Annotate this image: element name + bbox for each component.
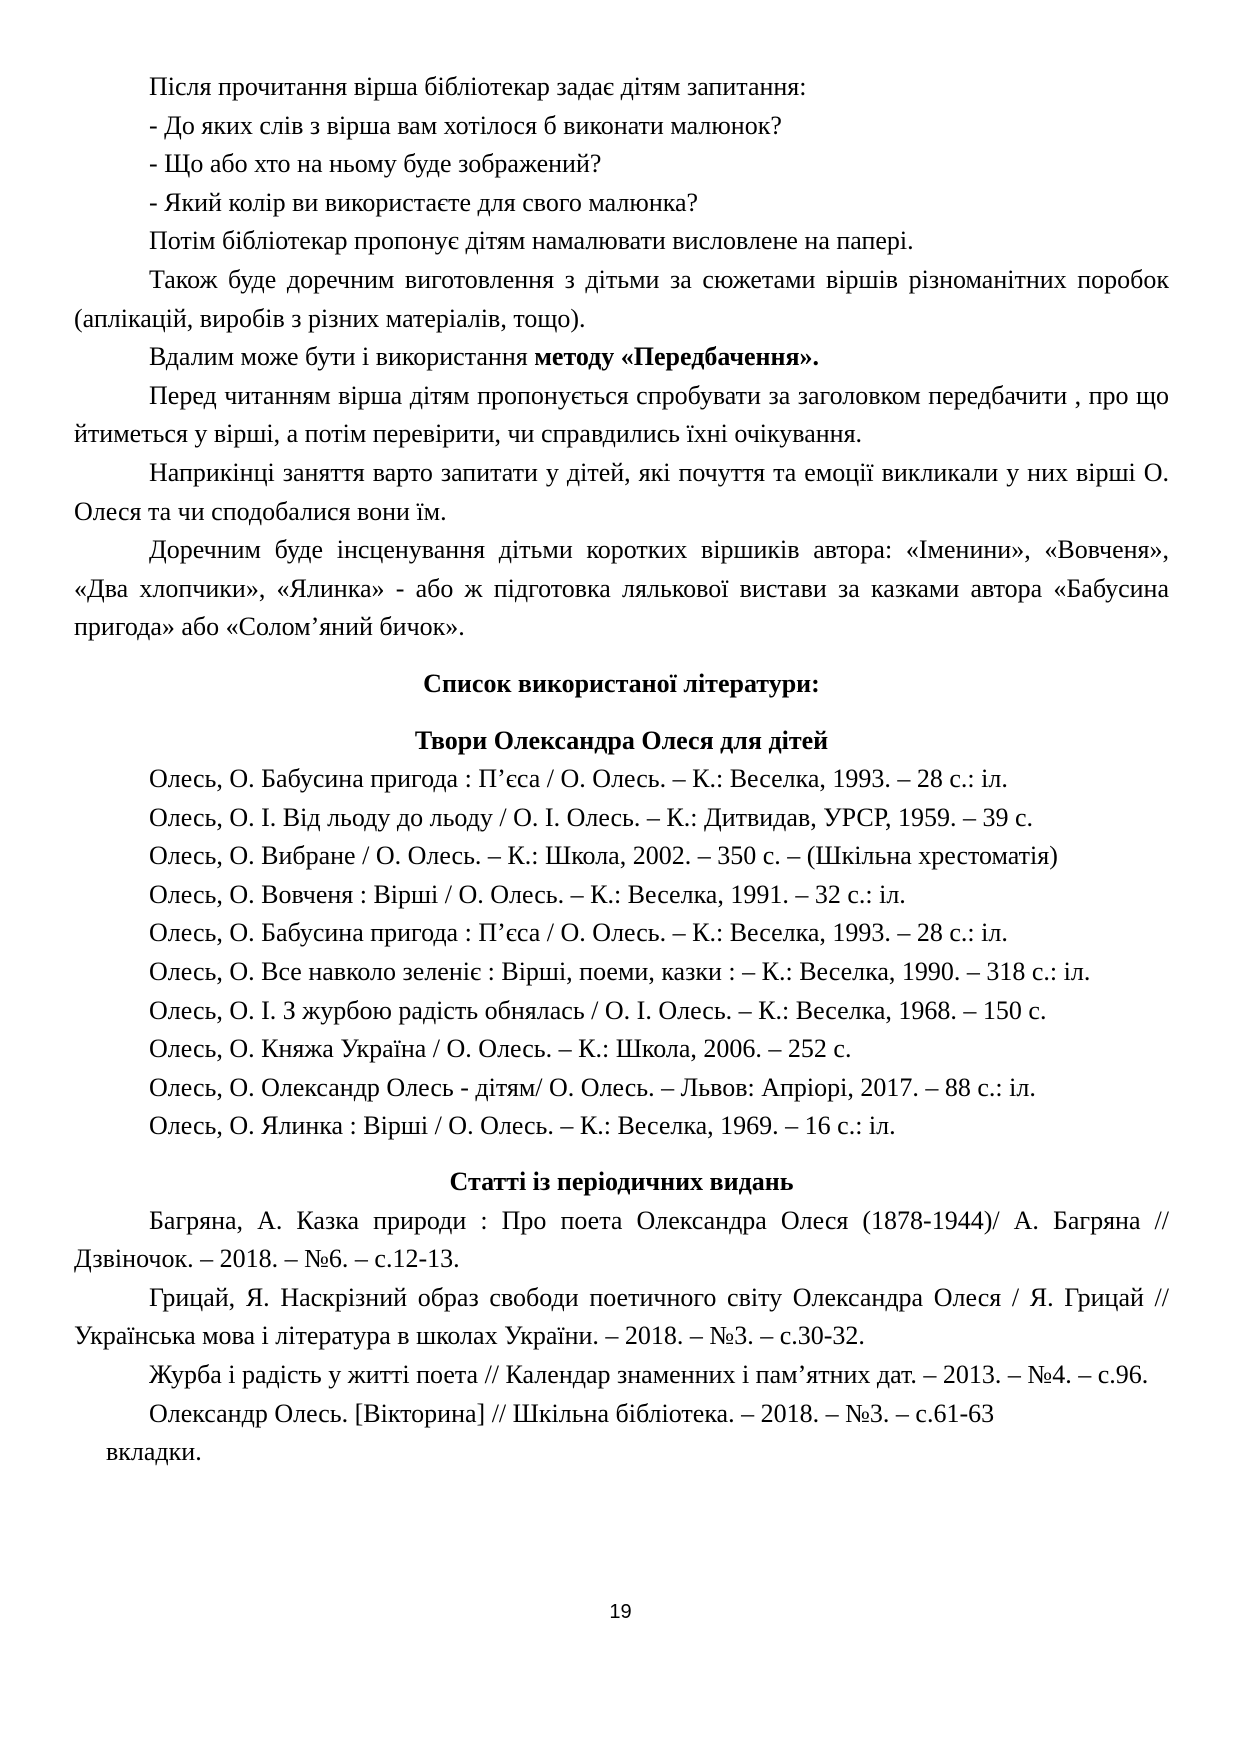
- reference-item: Олесь, О. Вовченя : Вірші / О. Олесь. – К.: Веселка, 1991. – 32 с.: іл.: [149, 879, 906, 909]
- reference-item: Олесь, О. Княжа Україна / О. Олесь. – К.: Школа, 2006. – 252 с.: [149, 1034, 852, 1064]
- article-item-tail: вкладки.: [106, 1437, 202, 1467]
- references-heading: Список використаної літератури:: [423, 668, 820, 698]
- page-content: [74, 68, 1169, 1472]
- works-heading: Твори Олександра Олеся для дітей: [414, 725, 829, 755]
- article-item: [74, 1395, 1169, 1472]
- article-item: Грицай, Я. Наскрізний образ свободи поетичного світу Олександра Олеся / Я. Грицай // Українська мова і література в школах України. – 2018. – №3. – с.30-32.: [74, 1282, 1169, 1351]
- reference-item: Олесь, О. Бабусина пригода : П’єса / О. Олесь. – К.: Веселка, 1993. – 28 с.: іл.: [149, 764, 1008, 794]
- body-paragraph: Після прочитання вірша бібліотекар задає дітям запитання:: [149, 72, 807, 101]
- reference-item: Олесь, О. Бабусина пригода : П’єса / О. Олесь. – К.: Веселка, 1993. – 28 с.: іл.: [149, 918, 1008, 948]
- article-item-main: Олександр Олесь. [Вікторина] // Шкільна бібліотека. – 2018. – №3. – с.61-63: [149, 1398, 995, 1428]
- body-paragraph: Перед читанням вірша дітям пропонується спробувати за заголовком передбачити , про що йтиметься у вірші, а потім перевірити, чи справдились їхні очікування.: [74, 380, 1169, 449]
- reference-item: Олесь, О. Все навколо зеленіє : Вірші, поеми, казки : – К.: Веселка, 1990. – 318 с.: іл.: [149, 957, 1091, 987]
- body-paragraph: [74, 338, 1169, 377]
- page-number: 19: [609, 1601, 632, 1623]
- reference-item: Олесь, О. І. З журбою радість обнялась / О. І. Олесь. – К.: Веселка, 1968. – 150 с.: [149, 995, 1047, 1025]
- question-item: - Який колір ви використаєте для свого малюнка?: [149, 187, 699, 217]
- body-paragraph: Наприкінці заняття варто запитати у дітей, які почуття та емоції викликали у них вірші О. Олеся та чи сподобалися вони їм.: [74, 457, 1169, 526]
- body-paragraph: Також буде доречним виготовлення з дітьми за сюжетами віршів різноманітних поробок (аплікацій, виробів з різних матеріалів, тощо).: [74, 264, 1169, 333]
- method-intro-text: Вдалим може бути і використання: [149, 342, 535, 372]
- body-paragraph: Потім бібліотекар пропонує дітям намалювати висловлене на папері.: [149, 226, 914, 256]
- question-item: - До яких слів з вірша вам хотілося б виконати малюнок?: [149, 110, 782, 140]
- method-name: методу «Передбачення».: [534, 342, 820, 372]
- article-item: Багряна, А. Казка природи : Про поета Олександра Олеся (1878-1944)/ А. Багряна // Дзвіночок. – 2018. – №6. – с.12-13.: [74, 1205, 1169, 1274]
- reference-item: Олесь, О. Ялинка : Вірші / О. Олесь. – К.: Веселка, 1969. – 16 с.: іл.: [149, 1111, 896, 1141]
- reference-item: Олесь, О. Вибране / О. Олесь. – К.: Школа, 2002. – 350 с. – (Шкільна хрестоматія): [149, 841, 1058, 871]
- body-paragraph: Доречним буде інсценування дітьми коротких віршиків автора: «Іменини», «Вовченя», «Два хлопчики», «Ялинка» - або ж підготовка лялькової вистави за казками автора «Бабусина пригода» або «Солом’яний бичок».: [74, 535, 1169, 642]
- reference-item: Олесь, О. І. Від льоду до льоду / О. І. Олесь. – К.: Дитвидав, УРСР, 1959. – 39 с.: [149, 802, 1033, 832]
- reference-item: Олесь, О. Олександр Олесь - дітям/ О. Олесь. – Львов: Апріорі, 2017. – 88 с.: іл.: [149, 1072, 1036, 1102]
- article-item: Журба і радість у житті поета // Календар знаменних і пам’ятних дат. – 2013. – №4. – с.96.: [149, 1360, 1149, 1389]
- question-item: - Що або хто на ньому буде зображений?: [149, 149, 602, 179]
- articles-heading: Статті із періодичних видань: [449, 1167, 794, 1197]
